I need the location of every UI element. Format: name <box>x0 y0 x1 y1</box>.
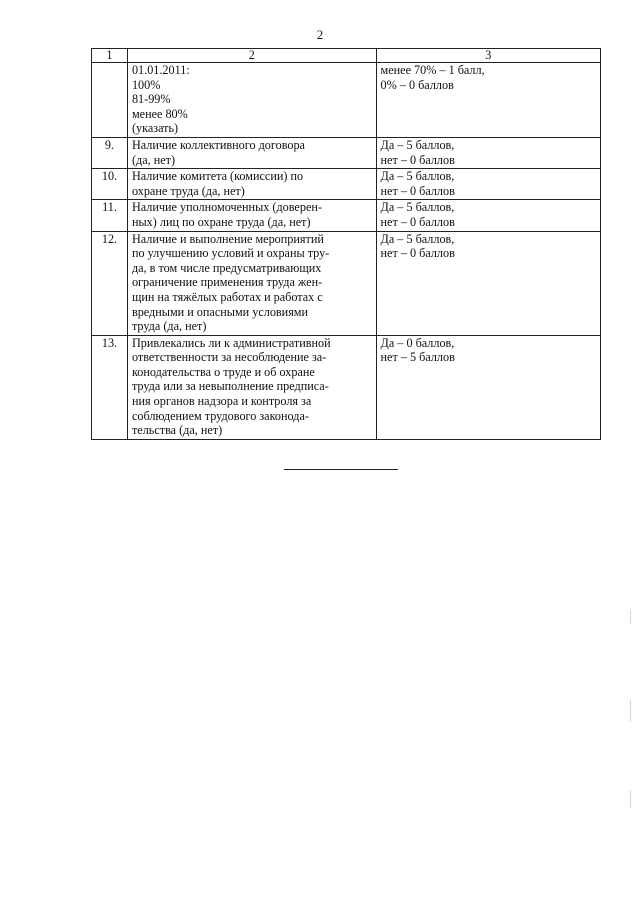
table-row <box>92 169 601 200</box>
table-row <box>92 335 601 439</box>
page-number: 2 <box>316 27 324 42</box>
row-number: 10. <box>92 169 128 200</box>
table-header-row <box>92 49 601 63</box>
criterion-line: Наличие коллективного договора <box>131 137 305 152</box>
criterion-line: менее 80% <box>131 106 188 121</box>
row-number-cell <box>92 63 128 138</box>
criterion-line: ния органов надзора и контроля за <box>131 394 312 409</box>
score-line: Да – 5 баллов, <box>380 231 455 246</box>
criteria-table <box>91 48 601 440</box>
score-cell <box>376 63 600 138</box>
score-line: Да – 5 баллов, <box>380 169 455 184</box>
row-number: 9. <box>92 137 128 168</box>
closing-rule <box>284 469 398 470</box>
criterion-cell <box>127 169 376 200</box>
criterion-cell <box>127 137 376 168</box>
table-row <box>92 200 601 231</box>
criterion-line: щин на тяжёлых работах и работах с <box>131 289 323 304</box>
score-line: нет – 5 баллов <box>380 350 455 365</box>
criterion-line: ограничение применения труда жен- <box>131 275 323 290</box>
scan-artifact <box>630 610 631 624</box>
criterion-line: 01.01.2011: <box>131 63 190 77</box>
table-row-continuation <box>92 63 601 138</box>
criterion-line: Наличие уполномоченных (доверен- <box>131 200 322 215</box>
score-cell <box>376 335 600 439</box>
score-line: нет – 0 баллов <box>380 214 455 229</box>
criterion-line: ответственности за несоблюдение за- <box>131 350 327 365</box>
score-line: Да – 5 баллов, <box>380 137 455 152</box>
scan-artifact <box>630 790 631 808</box>
row-number: 12. <box>92 231 128 335</box>
score-line: 0% – 0 баллов <box>380 77 454 92</box>
criterion-cell <box>127 231 376 335</box>
criterion-line: конодательства о труде и об охране <box>131 364 315 379</box>
score-line: нет – 0 баллов <box>380 246 455 261</box>
criterion-line: ных) лиц по охране труда (да, нет) <box>131 214 311 229</box>
criterion-line: 81-99% <box>131 92 171 107</box>
row-number: 13. <box>92 335 128 439</box>
table-row <box>92 137 601 168</box>
score-line: Да – 5 баллов, <box>380 200 455 215</box>
criterion-line: соблюдением трудового законода- <box>131 408 309 423</box>
criterion-line: 100% <box>131 77 161 92</box>
scan-artifact <box>630 700 631 722</box>
criterion-line: труда или за невыполнение предписа- <box>131 379 329 394</box>
score-cell <box>376 137 600 168</box>
criterion-line: тельства (да, нет) <box>131 423 223 438</box>
row-number: 11. <box>92 200 128 231</box>
criterion-line: вредными и опасными условиями <box>131 304 309 319</box>
score-cell <box>376 231 600 335</box>
criterion-line: (указать) <box>131 121 179 136</box>
header-col-1: 1 <box>92 49 128 63</box>
score-cell <box>376 169 600 200</box>
score-line: менее 70% – 1 балл, <box>380 63 485 77</box>
criterion-line: (да, нет) <box>131 152 176 167</box>
criterion-cell <box>127 335 376 439</box>
criterion-cell <box>127 63 376 138</box>
criterion-line: Наличие комитета (комиссии) по <box>131 169 304 184</box>
criterion-line: Наличие и выполнение мероприятий <box>131 231 324 246</box>
criterion-line: охране труда (да, нет) <box>131 183 245 198</box>
score-cell <box>376 200 600 231</box>
criterion-line: по улучшению условий и охраны тру- <box>131 246 330 261</box>
criterion-line: да, в том числе предусматривающих <box>131 260 322 275</box>
criterion-cell <box>127 200 376 231</box>
score-line: нет – 0 баллов <box>380 183 455 198</box>
criterion-line: труда (да, нет) <box>131 319 207 334</box>
score-line: Да – 0 баллов, <box>380 335 455 350</box>
score-line: нет – 0 баллов <box>380 152 455 167</box>
criterion-line: Привлекались ли к административной <box>131 335 331 350</box>
header-col-2: 2 <box>127 49 376 63</box>
header-col-3: 3 <box>376 49 600 63</box>
table-row <box>92 231 601 335</box>
